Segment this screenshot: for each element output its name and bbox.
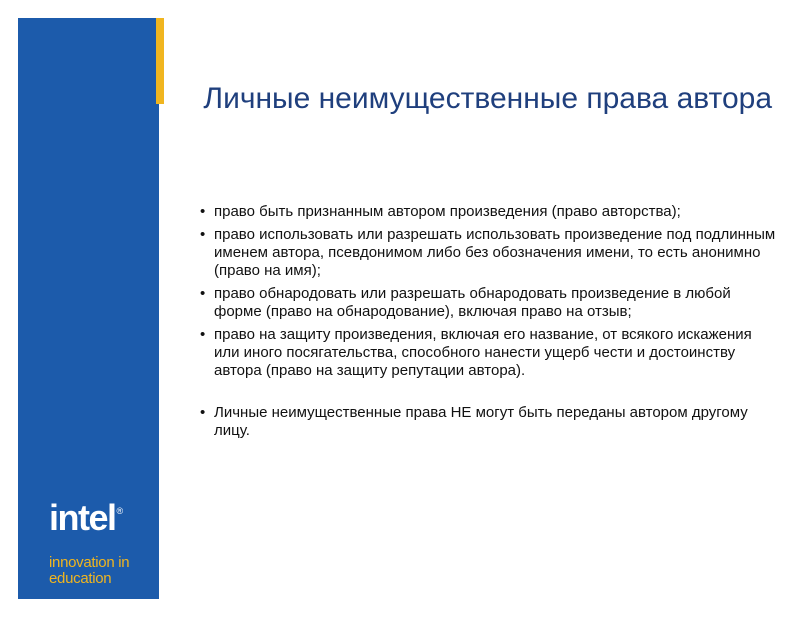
slide-content — [198, 203, 778, 445]
bullet-item: • право обнародовать или разрешать обнародовать произведение в любой форме (право на обнародование), включая право на отзыв; — [198, 285, 778, 321]
slide-title: Личные неимущественные права автора — [203, 82, 772, 115]
intel-wordmark — [49, 497, 149, 545]
logo-tagline — [49, 555, 149, 587]
intel-logo — [49, 497, 149, 587]
bullet-item: • право на защиту произведения, включая его название, от всякого искажения или иного посягательства, способного нанести ущерб чести и достоинству автора (право на защиту репутации автора). — [198, 326, 778, 380]
bullet-item: • право быть признанным автором произведения (право авторства); — [198, 203, 778, 221]
bullet-note: • Личные неимущественные права НЕ могут быть переданы автором другому лицу. — [198, 404, 778, 440]
bullet-item: • право использовать или разрешать использовать произведение под подлинным именем автора, псевдонимом либо без обозначения имени, то есть анонимно (право на имя); — [198, 226, 778, 280]
tagline-line2: education — [49, 570, 112, 587]
tagline-line1: innovation in — [49, 554, 130, 571]
accent-bar — [156, 18, 164, 104]
registered-mark: ® — [116, 506, 122, 516]
brand-text: intel — [49, 497, 116, 538]
